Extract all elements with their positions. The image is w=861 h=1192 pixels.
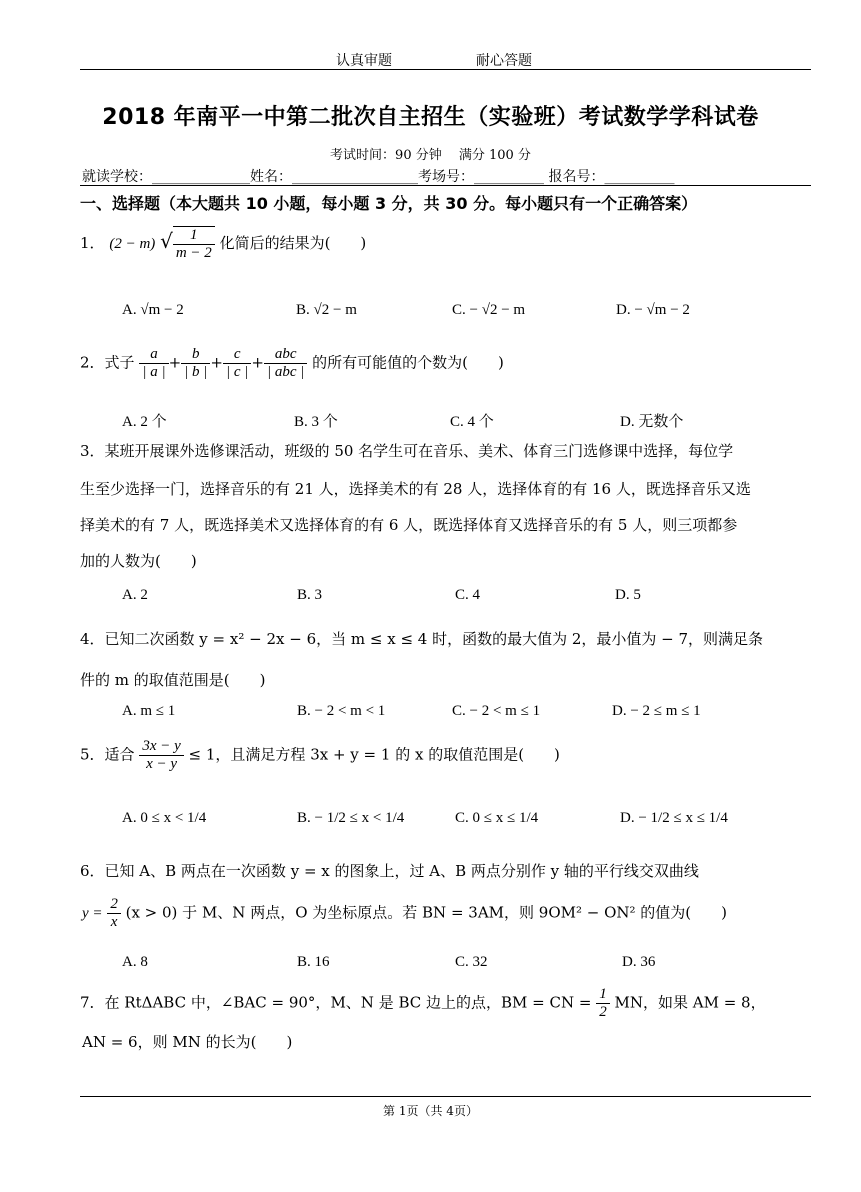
header-motto-right: 耐心答题 (476, 53, 532, 69)
q7-line-1-pre: 7．在 RtΔABC 中，∠BAC = 90°，M、N 是 BC 边上的点，BM = CN = (80, 993, 592, 1012)
q2-option-d: D. 无数个 (620, 414, 684, 430)
q2-frac2-den: | b | (184, 364, 208, 380)
q2-option-c: C. 4 个 (450, 414, 494, 430)
q2-frac1-num: a (139, 346, 168, 364)
q4-option-b: B. − 2 < m < 1 (297, 703, 386, 719)
q2-frac3-num: c (223, 346, 251, 364)
q5-prefix: 5．适合 (80, 745, 135, 764)
header-rule (80, 69, 811, 70)
q5-option-d: D. − 1/2 ≤ x ≤ 1/4 (620, 810, 728, 826)
q2-frac4-den: | abc | (266, 364, 305, 380)
q5-frac-den: x − y (146, 756, 178, 772)
q2-option-a: A. 2 个 (122, 414, 167, 430)
q1-option-a: A. √m − 2 (122, 302, 184, 318)
q3-option-b: B. 3 (297, 587, 323, 603)
q1-prefix: 1． (80, 234, 105, 252)
q6-option-c: C. 32 (455, 954, 488, 970)
q2-option-b: B. 3 个 (294, 414, 338, 430)
q2-frac3-den: | c | (225, 364, 249, 380)
section-heading: 一、选择题（本大题共 10 小题，每小题 3 分，共 30 分。每小题只有一个正确答案） (80, 194, 698, 213)
q2-frac1-den: | a | (142, 364, 166, 380)
q6-line-1: 6．已知 A、B 两点在一次函数 y = x 的图象上，过 A、B 两点分别作 y 轴的平行线交双曲线 (80, 862, 699, 880)
q4-line-2: 件的 m 的取值范围是( ) (80, 671, 266, 689)
q1-expr: (2 − m) (109, 236, 156, 252)
q1-frac-den: m − 2 (175, 245, 212, 261)
q3-line-4: 加的人数为( ) (80, 552, 197, 570)
q6-line-2-post: (x > 0) 于 M、N 两点，O 为坐标原点。若 BN = 3AM，则 9OM² − ON² 的值为( ) (125, 903, 728, 922)
q2-suffix: 的所有可能值的个数为( ) (312, 353, 504, 372)
q6-frac-den: x (110, 914, 118, 930)
q1-option-c: C. − √2 − m (452, 302, 526, 318)
q7-line-2: AN = 6，则 MN 的长为( ) (82, 1033, 293, 1051)
footer-rule (80, 1096, 811, 1097)
q4-option-d: D. − 2 ≤ m ≤ 1 (612, 703, 701, 719)
q5-option-a: A. 0 ≤ x < 1/4 (122, 810, 207, 826)
q4-line-1: 4．已知二次函数 y = x² − 2x − 6，当 m ≤ x ≤ 4 时，函数的最大值为 2，最小值为 − 7，则满足条 (80, 630, 764, 648)
q7-line-1 (80, 986, 766, 1021)
q2-frac2-num: b (181, 346, 210, 364)
q2-frac4-num: abc (264, 346, 307, 364)
q7-frac-den: 2 (599, 1004, 607, 1020)
fields-rule (80, 185, 811, 186)
q7-frac-num: 1 (596, 986, 610, 1004)
page-title: 2018 年南平一中第二批次自主招生（实验班）考试数学学科试卷 (102, 105, 759, 130)
q5-suffix: ≤ 1，且满足方程 3x + y = 1 的 x 的取值范围是( ) (188, 745, 560, 764)
q3-line-3: 择美术的有 7 人，既选择美术又选择体育的有 6 人，既选择体育又选择音乐的有 5 人，则三项都参 (80, 516, 738, 534)
exam-info: 考试时间：90 分钟 满分 100 分 (330, 148, 531, 163)
q7-line-1-post: MN，如果 AM = 8， (614, 993, 766, 1012)
q5-option-b: B. − 1/2 ≤ x < 1/4 (297, 810, 405, 826)
q6-eq-lhs: y = (82, 905, 103, 922)
question-2: 2．式子 $\frac{a}{| a |}$ + $\frac{b}{| b |}$ + $\frac{c}{| c |}$ + $\frac{\text{abc}}{\text{| abc |}}$ 的所有可能值的个数为( ) (80, 346, 504, 380)
q5-frac-num: 3x − y (139, 738, 183, 756)
q3-line-1: 3．某班开展课外选修课活动，班级的 50 名学生可在音乐、美术、体育三门选修课中选择，每位学 (80, 442, 734, 460)
q1-option-d: D. − √m − 2 (616, 302, 690, 318)
page-footer: 第 1页（共 4页） (383, 1104, 478, 1118)
q6-frac-num: 2 (107, 896, 121, 914)
q6-option-a: A. 8 (122, 954, 148, 970)
q1-frac-num: 1 (173, 227, 215, 245)
q3-option-a: A. 2 (122, 587, 148, 603)
q3-option-c: C. 4 (455, 587, 481, 603)
q4-option-c: C. − 2 < m ≤ 1 (452, 703, 541, 719)
q3-line-2: 生至少选择一门，选择音乐的有 21 人，选择美术的有 28 人，选择体育的有 16 人，既选择音乐又选 (80, 480, 751, 498)
header-motto-left: 认真审题 (336, 53, 392, 69)
q6-option-d: D. 36 (622, 954, 656, 970)
q5-option-c: C. 0 ≤ x ≤ 1/4 (455, 810, 539, 826)
q4-option-a: A. m ≤ 1 (122, 703, 176, 719)
q2-prefix: 2．式子 (80, 353, 135, 372)
q1-suffix: 化简后的结果为( ) (219, 234, 367, 252)
q3-option-d: D. 5 (615, 587, 641, 603)
sqrt-icon: √ (160, 229, 173, 253)
q1-option-b: B. √2 − m (296, 302, 357, 318)
question-1 (80, 226, 366, 262)
question-5 (80, 738, 560, 773)
q6-option-b: B. 16 (297, 954, 330, 970)
student-info-fields: 就读学校：______________姓名：__________________考场号：__________ 报名号：__________ (82, 169, 675, 185)
q6-line-2 (82, 896, 727, 931)
